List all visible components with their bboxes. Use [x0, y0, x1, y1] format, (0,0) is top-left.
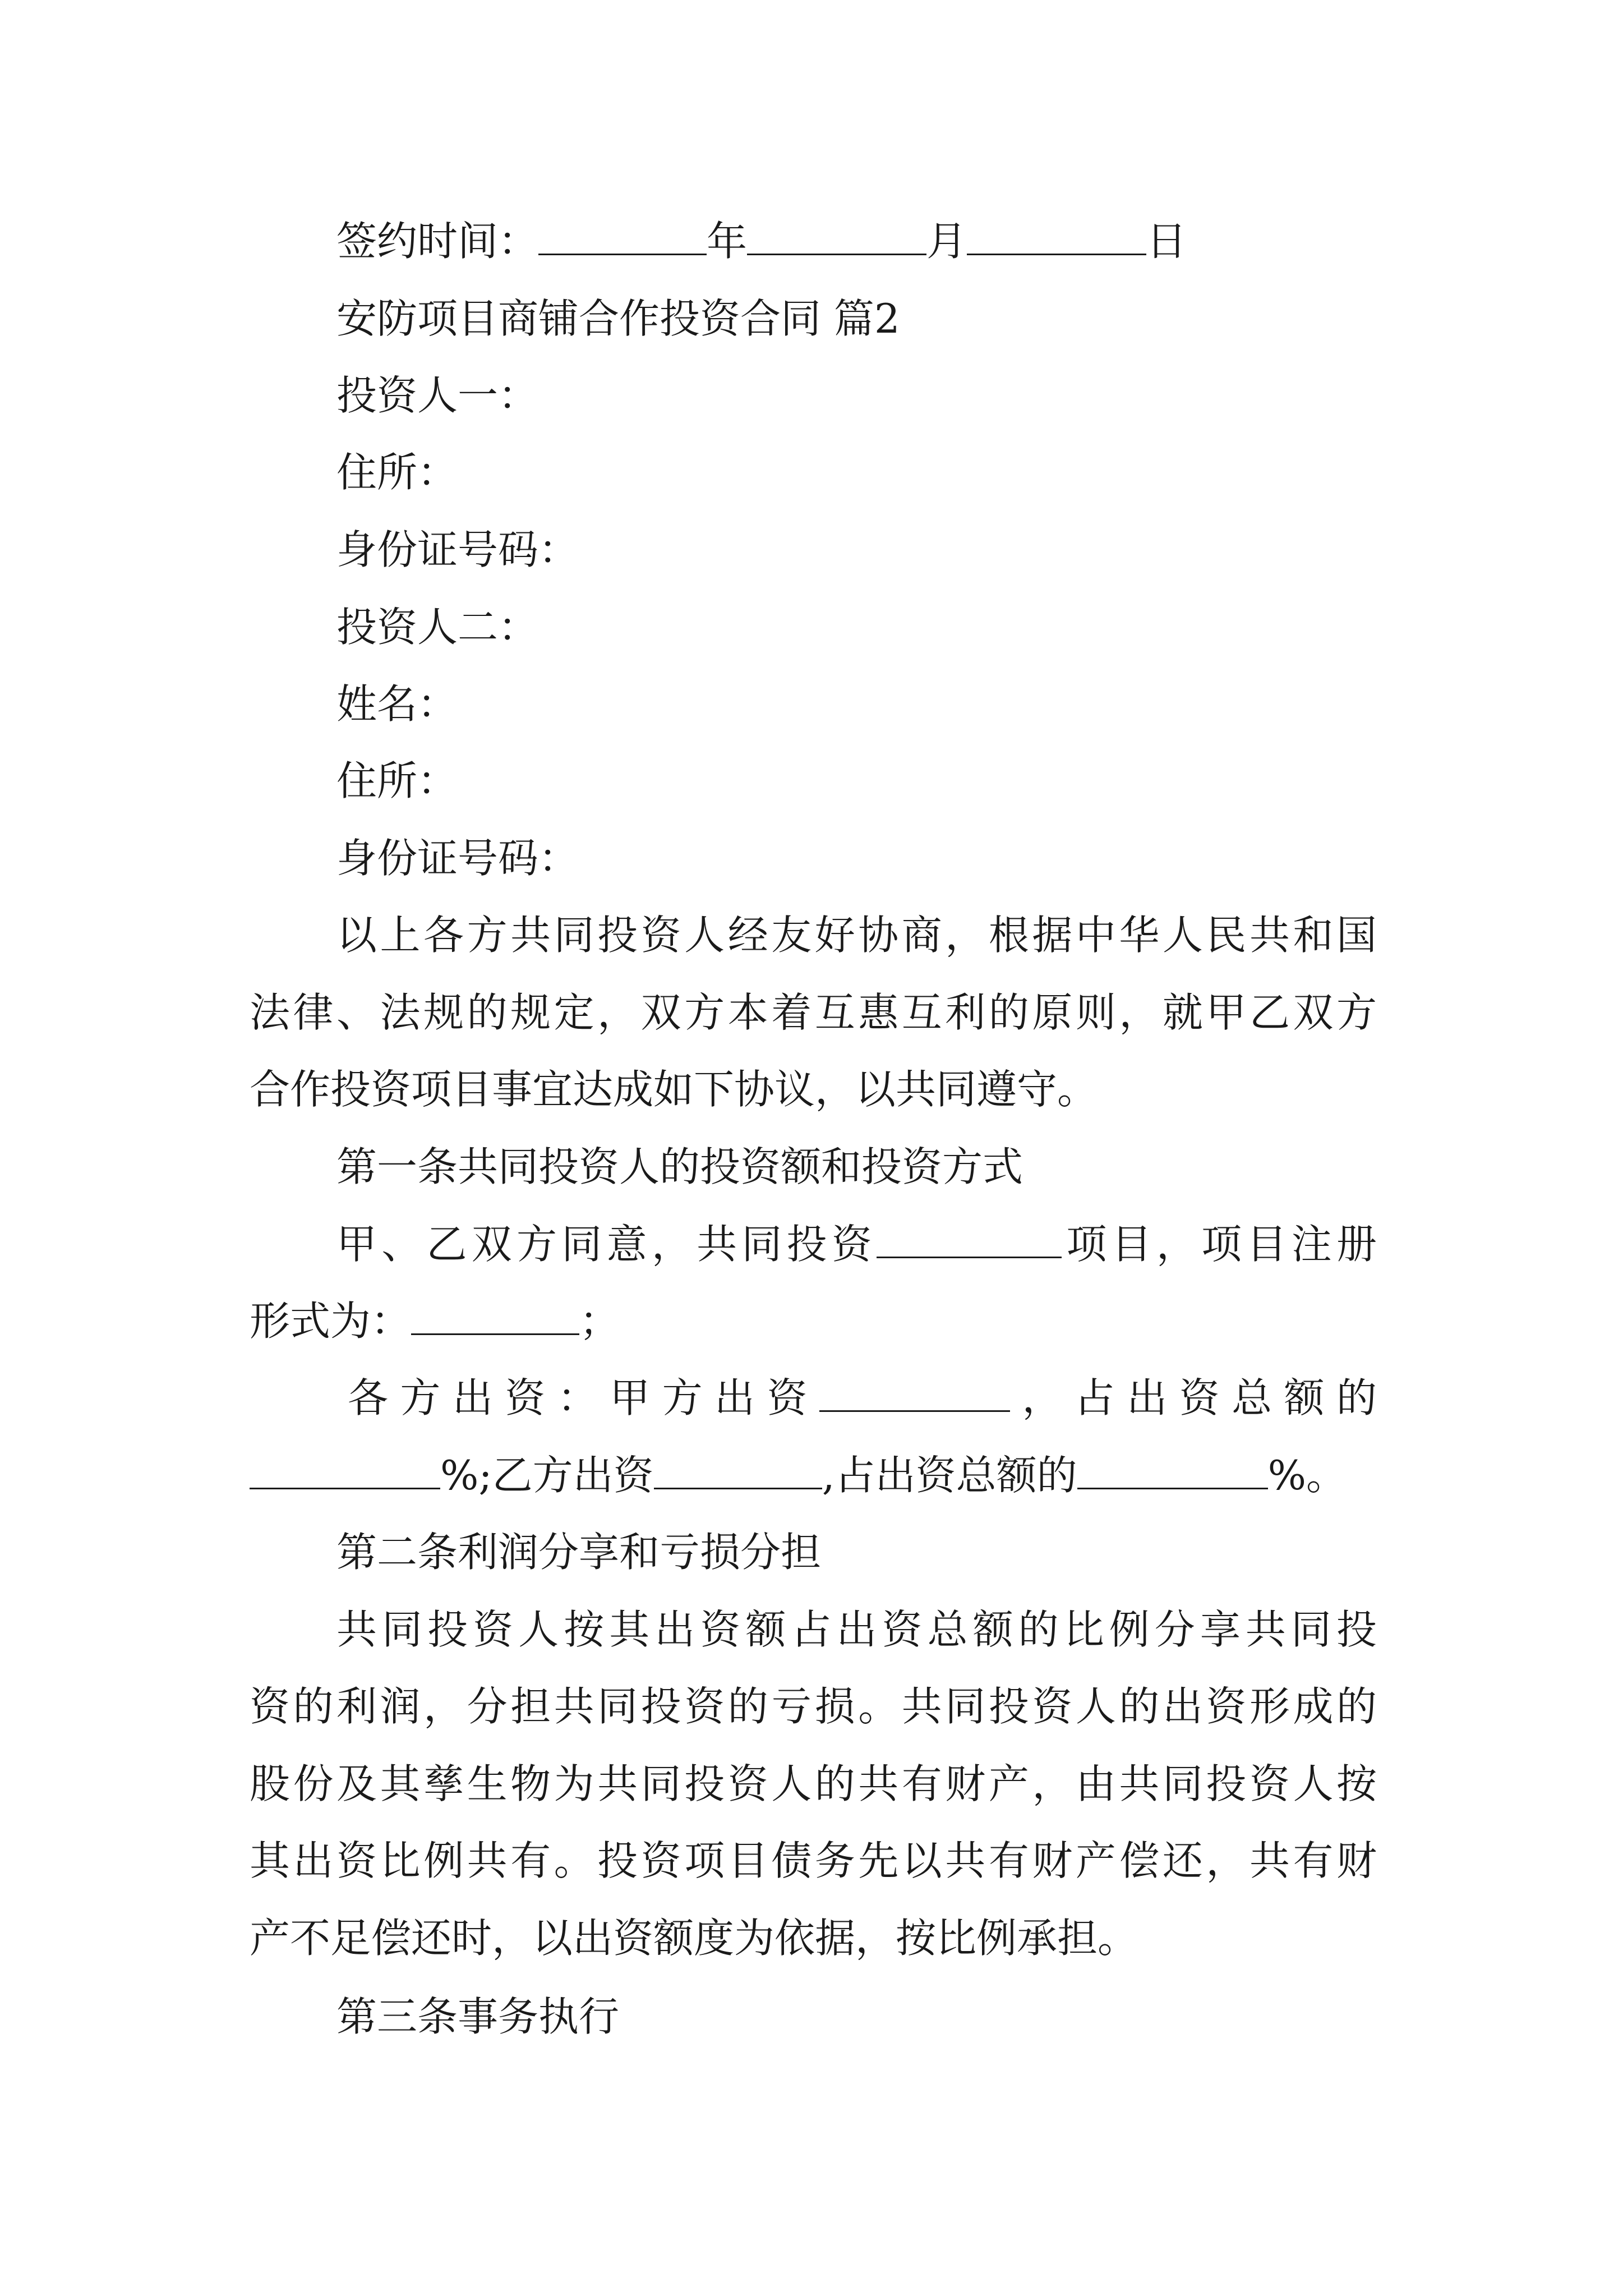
- article1-p1-text-c: 形式为：: [250, 1297, 412, 1345]
- sign-date-label: 签约时间：: [336, 218, 539, 265]
- party-a-contribution-blank: [819, 1377, 1010, 1412]
- day-label: 日: [1146, 218, 1187, 265]
- article1-p1-line1: [336, 1216, 1377, 1272]
- party-b-percent-blank: [1077, 1454, 1268, 1489]
- article2-line-2: 资的利润，分担共同投资的亏损。共同投资人的出资形成的: [250, 1683, 1377, 1730]
- investor2-name: 姓名：: [336, 680, 458, 728]
- preamble-line-1: 以上各方共同投资人经友好协商，根据中华人民共和国: [336, 912, 1377, 959]
- article1-p1-text-d: ；: [579, 1297, 620, 1345]
- article1-p1-text-b: 项目，项目注册: [1062, 1221, 1377, 1268]
- year-label: 年: [707, 218, 748, 265]
- sign-date-line: [0, 213, 1623, 269]
- party-a-percent-blank: [250, 1454, 440, 1489]
- investor1-id-number: 身份证号码：: [336, 526, 579, 573]
- contract-title: 安防项目商铺合作投资合同 篇2: [336, 295, 900, 342]
- preamble-line-2: 法律、法规的规定，双方本着互惠互利的原则，就甲乙双方: [250, 989, 1377, 1036]
- article1-p2-text-a: 各方出资：甲方出资: [348, 1374, 819, 1421]
- article1-title: 第一条共同投资人的投资额和投资方式: [336, 1143, 1023, 1190]
- article3-title: 第三条事务执行: [336, 1993, 620, 2040]
- month-blank: [747, 220, 926, 255]
- month-label: 月: [926, 218, 967, 265]
- article2-line-5: 产不足偿还时，以出资额度为依据，按比例承担。: [250, 1915, 1138, 1962]
- article2-line-3: 股份及其孳生物为共同投资人的共有财产，由共同投资人按: [250, 1760, 1377, 1807]
- investor2-address: 住所：: [336, 757, 458, 804]
- registration-form-blank: [411, 1300, 579, 1335]
- article1-p1-text-a: 甲、乙双方同意，共同投资: [336, 1221, 877, 1268]
- article1-p2-text-e: %。: [1267, 1452, 1347, 1499]
- investor1-address: 住所：: [336, 449, 458, 496]
- article1-p2-text-d: ,占出资总额的: [822, 1452, 1077, 1499]
- article1-p2-line2: [0, 1447, 1623, 1503]
- day-blank: [967, 220, 1146, 255]
- investor1-heading: 投资人一：: [336, 372, 539, 419]
- article2-line-1: 共同投资人按其出资额占出资总额的比例分享共同投: [336, 1606, 1377, 1653]
- article2-line-4: 其出资比例共有。投资项目债务先以共有财产偿还，共有财: [250, 1837, 1377, 1884]
- article2-title: 第二条利润分享和亏损分担: [336, 1529, 822, 1576]
- party-b-contribution-blank: [654, 1454, 822, 1489]
- article1-p2-text-b: ，占出资总额的: [1009, 1374, 1377, 1421]
- article1-p2-line1: [348, 1370, 1377, 1426]
- year-blank: [538, 220, 707, 255]
- preamble-line-3: 合作投资项目事宜达成如下协议，以共同遵守。: [250, 1066, 1098, 1113]
- investor2-id-number: 身份证号码：: [336, 835, 579, 882]
- article1-p2-text-c: %;乙方出资: [440, 1452, 654, 1499]
- investor2-heading: 投资人二：: [336, 604, 539, 651]
- article1-p1-line2: [0, 1293, 1623, 1349]
- project-name-blank: [877, 1223, 1062, 1258]
